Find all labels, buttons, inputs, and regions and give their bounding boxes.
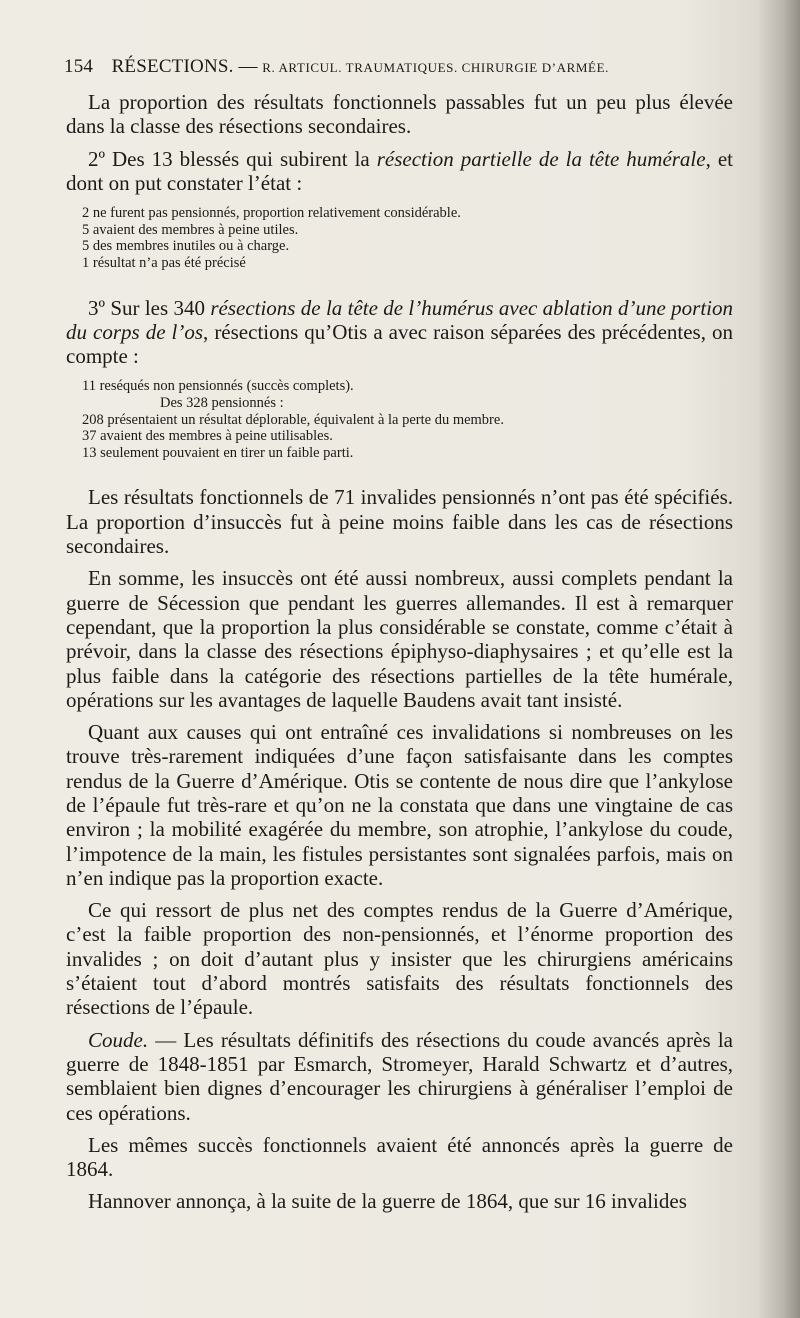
page-text bbox=[66, 90, 733, 1214]
paragraph-5: En somme, les insuccès ont été aussi nombreux, aussi complets pendant la guerre de Sécession que pendant les guerres allemandes. Il est à remarquer cependant, que la proportion la plus considérable se constate, comme c’était à prévoir, dans la classe des résections épiphyso-diaphysaires ; et qu’elle est la plus faible dans la catégorie des résections partielles de la tête humérale, opérations sur les avantages de laquelle Baudens avait tant insisté. bbox=[66, 566, 733, 712]
page-gutter-shadow bbox=[758, 0, 800, 1318]
list-item: 2 ne furent pas pensionnés, proportion relativement considérable. bbox=[82, 205, 461, 222]
paragraph-10: Hannover annonça, à la suite de la guerre de 1864, que sur 16 invalides bbox=[88, 1189, 687, 1214]
list-item: 208 présentaient un résultat déplorable, équivalent à la perte du membre. bbox=[82, 411, 504, 428]
page-number: 154 bbox=[64, 56, 94, 77]
paragraph-6: Quant aux causes qui ont entraîné ces invalidations si nombreuses on les trouve très-rarement indiquées d’une façon satisfaisante dans les comptes rendus de la Guerre d’Amérique. Otis se contente de nous dire que l’ankylose de l’épaule fut très-rare et qu’on ne la constata que dans une vingtaine de cas environ ; la mobilité exagérée du membre, son atrophie, l’ankylose du coude, l’impotence de la main, les fistules persistantes sont signalées parfois, mais on n’en indique pas la proportion exacte. bbox=[66, 720, 733, 890]
paragraph-1: La proportion des résultats fonctionnels passables fut un peu plus élevée dans la classe des résections secondaires. bbox=[66, 90, 733, 139]
paragraph-2: 2º Des 13 blessés qui subirent la résection partielle de la tête humérale, et dont on put constater l’état : bbox=[66, 146, 733, 195]
running-subtitle: R. ARTICUL. TRAUMATIQUES. CHIRURGIE D’ARMÉE. bbox=[262, 60, 609, 75]
paragraph-3: 3º Sur les 340 résections de la tête de l’humérus avec ablation d’une portion du corps de l’os, résections qu’Otis a avec raison séparées des précédentes, on compte : bbox=[66, 295, 733, 369]
stats-list-2 bbox=[82, 378, 733, 461]
stats-list-1 bbox=[82, 205, 733, 271]
list-item: Des 328 pensionnés : bbox=[160, 395, 284, 412]
list-item: 37 avaient des membres à peine utilisables. bbox=[82, 428, 333, 445]
running-header bbox=[64, 56, 736, 78]
italic-term: résections de la tête de l’humérus avec ablation d’une portion du corps de l’os bbox=[66, 295, 733, 344]
paragraph-8: Coude. — Les résultats définitifs des résections du coude avancés après la guerre de 1848-1851 par Esmarch, Stromeyer, Harald Schwartz et d’autres, semblaient bien dignes d’encourager les chirurgiens à généraliser l’emploi de ces opérations. bbox=[66, 1027, 733, 1125]
list-item: 1 résultat n’a pas été précisé bbox=[82, 254, 246, 271]
paragraph-9: Les mêmes succès fonctionnels avaient été annoncés après la guerre de 1864. bbox=[66, 1132, 733, 1182]
list-item: 5 avaient des membres à peine utiles. bbox=[82, 221, 299, 238]
paragraph-7: Ce qui ressort de plus net des comptes rendus de la Guerre d’Amérique, c’est la faible proportion des non-pensionnés, et l’énorme proportion des invalides ; on doit d’autant plus y insister que les chirurgiens américains s’étaient tout d’abord montrés satisfaits des résultats fonctionnels des résections de l’épaule. bbox=[66, 898, 733, 1020]
running-title: RÉSECTIONS. — bbox=[111, 56, 258, 77]
italic-term: résection partielle de la tête humérale bbox=[376, 146, 706, 171]
paragraph-4: Les résultats fonctionnels de 71 invalides pensionnés n’ont pas été spécifiés. La proportion d’insuccès fut à peine moins faible dans les cas de résections secondaires. bbox=[66, 485, 733, 559]
list-item: 13 seulement pouvaient en tirer un faible parti. bbox=[82, 444, 354, 461]
section-label: Coude. bbox=[88, 1027, 149, 1052]
list-item: 11 reséqués non pensionnés (succès complets). bbox=[82, 378, 354, 395]
list-item: 5 des membres inutiles ou à charge. bbox=[82, 238, 290, 255]
